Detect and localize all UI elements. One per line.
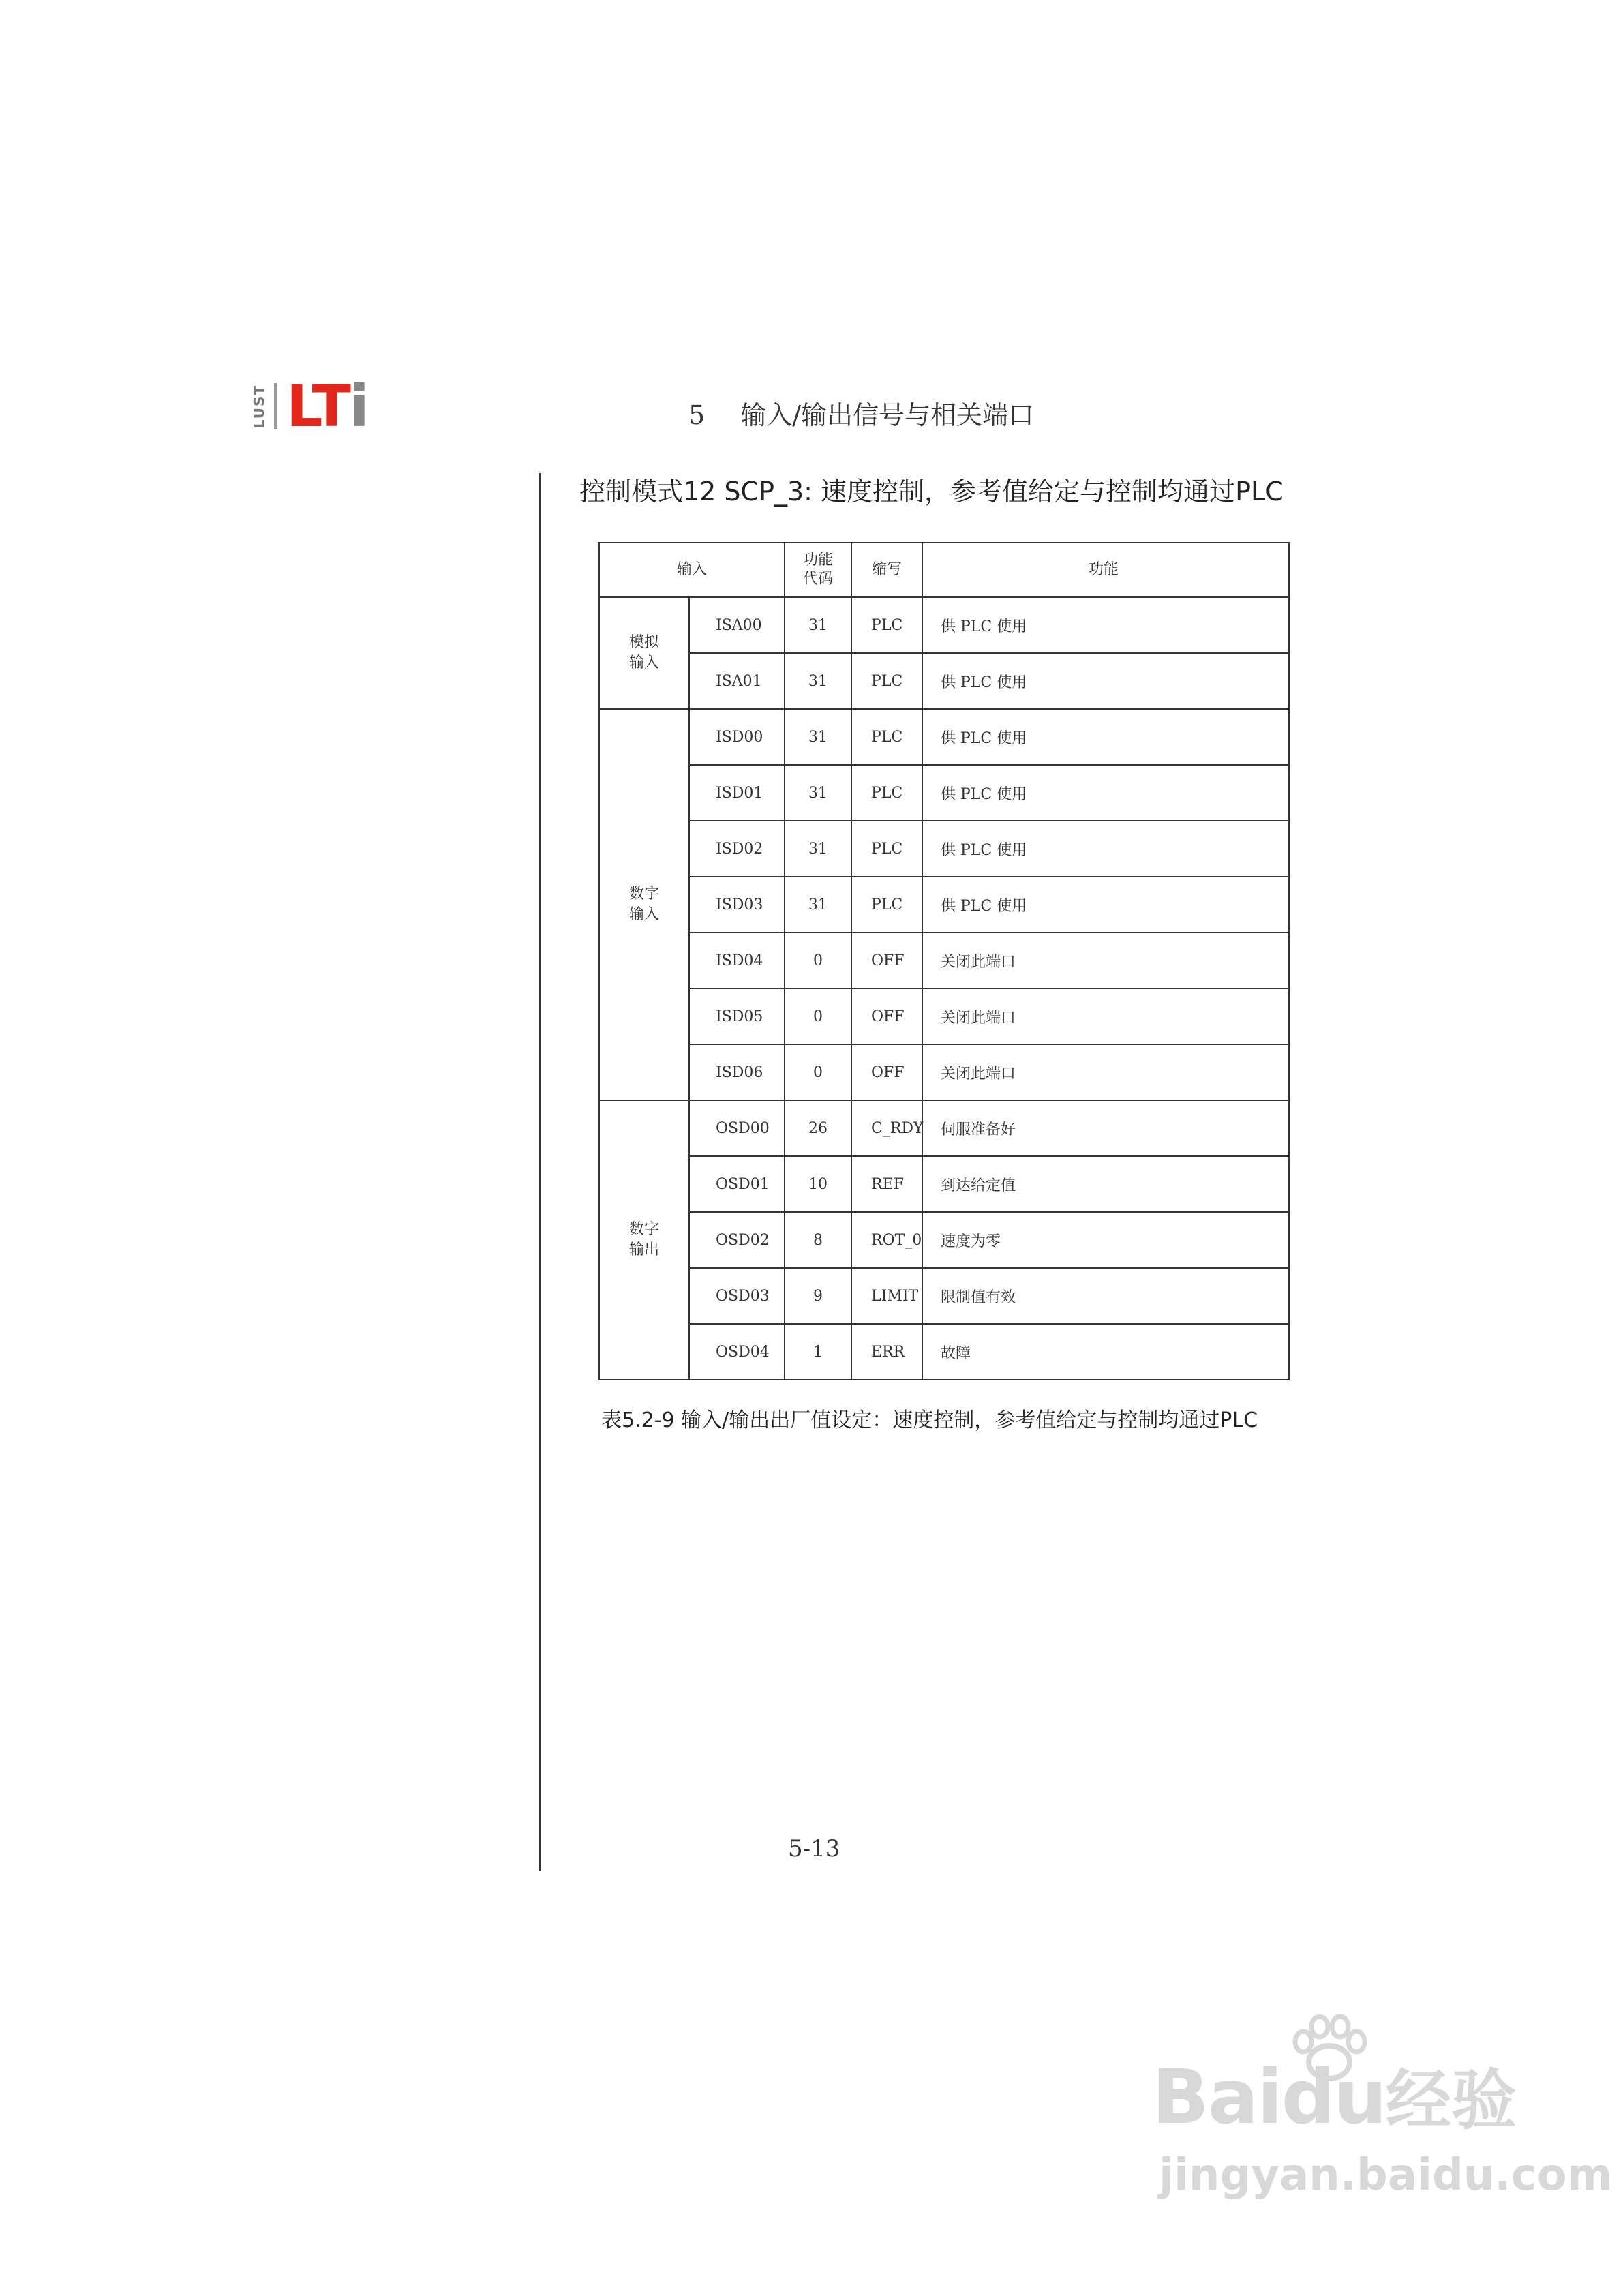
io-settings-table (598, 542, 1290, 1380)
table-row (599, 709, 1289, 765)
abbr-cell: PLC (851, 597, 922, 653)
code-cell: 31 (785, 821, 851, 877)
function-cell: 供 PLC 使用 (922, 765, 1289, 821)
page-number: 5-13 (788, 1835, 840, 1862)
table-row (599, 1324, 1289, 1380)
port-cell: ISD05 (689, 988, 785, 1044)
table-caption: 表5.2-9 输入/输出出厂值设定：速度控制，参考值给定与控制均通过PLC (601, 1408, 1258, 1432)
function-cell: 供 PLC 使用 (922, 821, 1289, 877)
section-title: 控制模式12 SCP_3: 速度控制，参考值给定与控制均通过PLC (579, 477, 1284, 507)
group-digital-input: 数字 输入 (599, 709, 689, 1100)
table-row (599, 1044, 1289, 1100)
code-cell: 31 (785, 653, 851, 709)
function-cell: 供 PLC 使用 (922, 877, 1289, 933)
port-cell: ISD06 (689, 1044, 785, 1100)
group-analog-input: 模拟 输入 (599, 597, 689, 709)
logo-divider (274, 383, 277, 429)
chapter-header (688, 394, 1034, 432)
table-row (599, 877, 1289, 933)
abbr-cell: C_RDY (851, 1100, 922, 1156)
function-cell: 供 PLC 使用 (922, 709, 1289, 765)
watermark-cn: 经验 (1385, 2062, 1517, 2139)
header-function-code: 功能 代码 (785, 543, 851, 597)
function-cell: 速度为零 (922, 1212, 1289, 1268)
logo-lust-text: LUST (251, 384, 267, 429)
function-cell: 供 PLC 使用 (922, 653, 1289, 709)
table-row (599, 765, 1289, 821)
function-cell: 关闭此端口 (922, 1044, 1289, 1100)
function-cell: 到达给定值 (922, 1156, 1289, 1212)
port-cell: ISD00 (689, 709, 785, 765)
code-cell: 0 (785, 988, 851, 1044)
port-cell: ISD04 (689, 933, 785, 988)
lti-logo (251, 373, 369, 440)
abbr-cell: OFF (851, 1044, 922, 1100)
table-row (599, 1100, 1289, 1156)
abbr-cell: ROT_0 (851, 1212, 922, 1268)
paw-icon (1288, 2014, 1370, 2083)
function-cell: 关闭此端口 (922, 933, 1289, 988)
code-cell: 8 (785, 1212, 851, 1268)
port-cell: ISD02 (689, 821, 785, 877)
code-cell: 31 (785, 597, 851, 653)
header-function: 功能 (922, 543, 1289, 597)
table-header-row (599, 543, 1289, 597)
function-cell: 故障 (922, 1324, 1289, 1380)
code-cell: 1 (785, 1324, 851, 1380)
abbr-cell: PLC (851, 709, 922, 765)
abbr-cell: PLC (851, 653, 922, 709)
port-cell: ISD03 (689, 877, 785, 933)
watermark-url: jingyan.baidu.com (1159, 2150, 1613, 2201)
port-cell: ISA00 (689, 597, 785, 653)
table-row (599, 1156, 1289, 1212)
code-cell: 0 (785, 1044, 851, 1100)
table-row (599, 1212, 1289, 1268)
function-cell: 伺服准备好 (922, 1100, 1289, 1156)
table-row (599, 653, 1289, 709)
abbr-cell: OFF (851, 933, 922, 988)
chapter-title: 输入/输出信号与相关端口 (740, 400, 1034, 430)
code-cell: 26 (785, 1100, 851, 1156)
function-cell: 供 PLC 使用 (922, 597, 1289, 653)
table-row (599, 988, 1289, 1044)
code-cell: 31 (785, 765, 851, 821)
abbr-cell: PLC (851, 821, 922, 877)
code-cell: 10 (785, 1156, 851, 1212)
port-cell: ISA01 (689, 653, 785, 709)
port-cell: OSD03 (689, 1268, 785, 1324)
header-input: 输入 (599, 543, 785, 597)
code-cell: 31 (785, 709, 851, 765)
abbr-cell: PLC (851, 765, 922, 821)
port-cell: OSD02 (689, 1212, 785, 1268)
abbr-cell: OFF (851, 988, 922, 1044)
abbr-cell: ERR (851, 1324, 922, 1380)
baidu-watermark (1152, 2049, 1612, 2201)
abbr-cell: REF (851, 1156, 922, 1212)
port-cell: OSD00 (689, 1100, 785, 1156)
function-cell: 限制值有效 (922, 1268, 1289, 1324)
code-cell: 9 (785, 1268, 851, 1324)
abbr-cell: PLC (851, 877, 922, 933)
margin-rule (539, 473, 541, 1871)
header-abbreviation: 缩写 (851, 543, 922, 597)
watermark-brand: Baidu (1152, 2053, 1386, 2141)
group-digital-output: 数字 输出 (599, 1100, 689, 1380)
logo-lt-text: LT (286, 373, 350, 440)
port-cell: OSD01 (689, 1156, 785, 1212)
table-row (599, 933, 1289, 988)
table-row (599, 1268, 1289, 1324)
table-row (599, 821, 1289, 877)
logo-i-text: i (349, 373, 369, 440)
abbr-cell: LIMIT (851, 1268, 922, 1324)
port-cell: OSD04 (689, 1324, 785, 1380)
port-cell: ISD01 (689, 765, 785, 821)
function-cell: 关闭此端口 (922, 988, 1289, 1044)
table-row (599, 597, 1289, 653)
code-cell: 31 (785, 877, 851, 933)
chapter-number: 5 (688, 400, 706, 430)
code-cell: 0 (785, 933, 851, 988)
